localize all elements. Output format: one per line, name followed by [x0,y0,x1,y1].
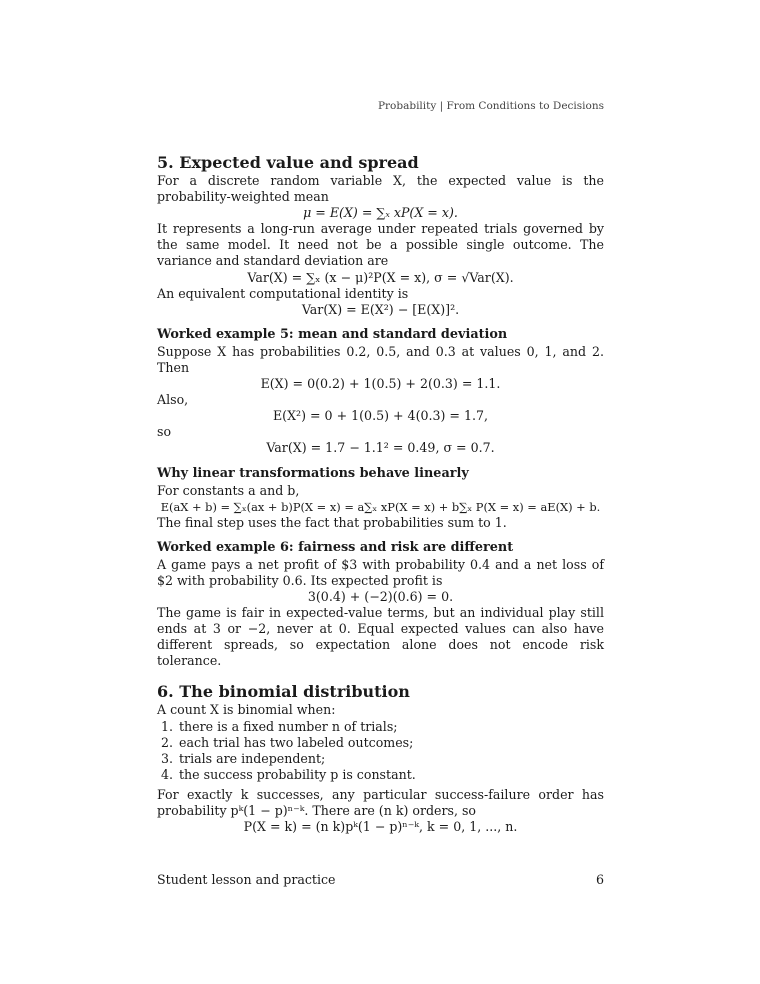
example-6-equation-1: 3(0.4) + (−2)(0.6) = 0. [307,588,454,604]
example-5-equation-2: E(X²) = 0 + 1(0.5) + 4(0.3) = 1.7, [272,408,489,424]
binomial-conditions-list [157,719,604,783]
linear-paragraph-1: For constants a and b, [157,482,300,498]
linear-paragraph-2: The final step uses the fact that probabilities sum to 1. [157,514,507,530]
section-5-paragraph-3: An equivalent computational identity is [157,285,409,301]
example-6-paragraph-1: A game pays a net profit of $3 with probability 0.4 and a net loss of $2 with probability 0.6. Its expected profit is [157,556,604,588]
document-page [157,0,604,984]
section-6-heading: 6. The binomial distribution [157,682,410,702]
example-5-paragraph-3: so [157,424,172,440]
list-item: 4. the success probability p is constant. [177,767,604,783]
list-item: 2. each trial has two labeled outcomes; [177,735,604,751]
list-item: 3. trials are independent; [177,751,604,767]
running-header: Probability | From Conditions to Decisions [377,100,604,112]
section-5-equation-3: Var(X) = E(X²) − [E(X)]². [301,301,460,317]
section-6-equation-1: P(X = k) = (n k)pᵏ(1 − p)ⁿ⁻ᵏ, k = 0, 1, ..., n. [243,819,518,835]
list-item: 1. there is a fixed number n of trials; [177,719,604,735]
section-5-equation-2: Var(X) = ∑ₓ (x − μ)²P(X = x), σ = √Var(X). [247,269,514,285]
page-number: 6 [595,872,604,887]
section-5-paragraph-2: It represents a long-run average under repeated trials governed by the same model. It need not be a possible single outcome. The variance and standard deviation are [157,221,604,269]
linear-heading: Why linear transformations behave linearly [157,465,469,481]
page-content [157,152,604,835]
footer-label: Student lesson and practice [157,872,336,887]
example-6-heading: Worked example 6: fairness and risk are different [157,539,514,555]
example-6-paragraph-2: The game is fair in expected-value terms, but an individual play still ends at 3 or −2, never at 0. Equal expected values can also have different spreads, so expectation alone does not encode risk tolerance. [157,605,604,669]
example-5-paragraph-1: Suppose X has probabilities 0.2, 0.5, and 0.3 at values 0, 1, and 2. Then [157,343,604,375]
example-5-heading: Worked example 5: mean and standard deviation [157,326,508,342]
linear-equation-1: E(aX + b) = ∑ₓ(ax + b)P(X = x) = a∑ₓ xP(X = x) + b∑ₓ P(X = x) = aE(X) + b. [160,499,601,514]
section-6-paragraph-1: A count X is binomial when: [157,702,336,718]
example-5-equation-3: Var(X) = 1.7 − 1.1² = 0.49, σ = 0.7. [266,440,495,456]
section-5-heading: 5. Expected value and spread [157,153,419,172]
example-5-paragraph-2: Also, [157,392,189,408]
example-5-equation-1: E(X) = 0(0.2) + 1(0.5) + 2(0.3) = 1.1. [260,376,501,392]
section-6-paragraph-2: For exactly k successes, any particular success-failure order has probability pᵏ(1 − p)ⁿ⁻ᵏ. There are (n k) orders, so [157,786,604,818]
section-5-equation-1: μ = E(X) = ∑ₓ xP(X = x). [303,205,458,221]
section-5-paragraph-1: For a discrete random variable X, the expected value is the probability-weighted mean [157,173,604,205]
